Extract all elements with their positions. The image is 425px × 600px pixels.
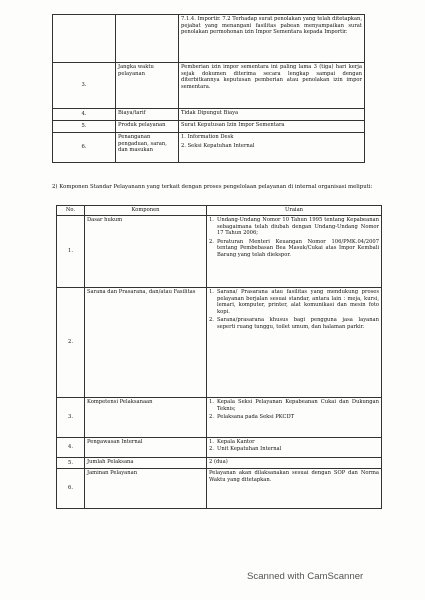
description-cell (207, 398, 382, 438)
table-row (57, 398, 382, 438)
row-number: 6. (53, 133, 116, 163)
list-item: 2. Pelaksana pada Seksi PKCDT (209, 414, 295, 421)
table-row (57, 438, 382, 458)
column-header-uraian: Uraian (207, 206, 382, 216)
column-header-komponen: Komponen (85, 206, 207, 216)
list-item: 1. Information Desk (181, 134, 234, 140)
description-cell: 2 (dua) (207, 458, 382, 469)
row-number: 3. (53, 63, 116, 109)
table-header-row (57, 206, 382, 216)
row-number (53, 15, 116, 63)
row-number: 5. (57, 458, 85, 469)
component-cell: Sarana dan Prasarana, dan/atau Fasilitas (85, 288, 207, 398)
description-cell (207, 216, 382, 288)
component-cell: Jaminan Pelayanan (85, 469, 207, 509)
service-standard-table-continued (52, 14, 365, 163)
table-row (57, 458, 382, 469)
list-item: 1. Kepala Kantor (209, 439, 255, 445)
camscanner-watermark: Scanned with CamScanner (247, 571, 364, 582)
component-cell: Dasar hukum (85, 216, 207, 288)
list-item: 2. Seksi Kepatuhan Internal (181, 142, 255, 149)
table-row (53, 63, 365, 109)
table-row (53, 15, 365, 63)
table-row (53, 109, 365, 121)
table-row (57, 288, 382, 398)
component-cell: Pengawasan Internal (85, 438, 207, 458)
component-cell: Jangka waktu pelayanan (116, 63, 179, 109)
description-cell: 7.1.4. Importir. 7.2 Terhadap surat penolakan yang telah ditetapkan, pejabat yang menangani fasilitas pabean menyampaikan surat penolakan permohonan izin Impor Sementara kepada Importir. (179, 15, 365, 63)
description-cell (207, 288, 382, 398)
description-cell: Tidak Dipungut Biaya (179, 109, 365, 121)
row-number: 4. (57, 438, 85, 458)
internal-service-component-table (56, 205, 382, 509)
component-cell: Jumlah Pelaksana (85, 458, 207, 469)
description-cell: Surat Keputusan Izin Impor Sementara (179, 121, 365, 133)
row-number: 5. (53, 121, 116, 133)
component-cell: Penanganan pengaduan, saran, dan masukan (116, 133, 179, 163)
component-cell (116, 15, 179, 63)
table-row (57, 469, 382, 509)
list-item: 2. Sarana/prasarana khusus bagi pengguna jasa layanan seperti ruang tunggu, toilet umum, dan halaman parkir. (209, 317, 379, 330)
table-row (57, 216, 382, 288)
row-number: 3. (57, 398, 85, 438)
section-2-heading: 2) Komponen Standar Pelayanann yang terkait dengan proses pengelolaan pelayanan di internal organisasi meliputi: (52, 184, 373, 190)
description-cell (207, 438, 382, 458)
row-number: 4. (53, 109, 116, 121)
row-number: 2. (57, 288, 85, 398)
description-cell (179, 133, 365, 163)
component-cell: Produk pelayanan (116, 121, 179, 133)
component-cell: Biaya/tarif (116, 109, 179, 121)
list-item: 1. Sarana/ Prasarana atau fasilitas yang mendukung proses pelayanan berjalan sesuai standar, antara lain : meja, kursi, lemari, komputer, printer, alat komunikasi dan mesin foto kopi. (209, 289, 379, 315)
description-cell: Pelayanan akan dilaksanakan sesuai dengan SOP dan Norma Waktu yang ditetapkan. (207, 469, 382, 509)
description-cell: Pemberian izin impor sementara ini paling lama 3 (tiga) hari kerja sejak dokumen diterima secara lengkap sampai dengan diterbitkannya keputusan pemberian atau penolakan izin impor sementara. (179, 63, 365, 109)
row-number: 1. (57, 216, 85, 288)
column-header-no: No. (57, 206, 85, 216)
list-item: 1. Kepala Seksi Pelayanan Kepabeanan Cukai dan Dukungan Teknis; (209, 399, 379, 412)
table-row (53, 133, 365, 163)
list-item: 1. Undang-Undang Nomor 10 Tahun 1995 tentang Kepabeanan sebagaimana telah diubah dengan Undang-Undang Nomor 17 Tahun 2006; (209, 217, 379, 237)
row-number: 6. (57, 469, 85, 509)
table-row (53, 121, 365, 133)
list-item: 2. Unit Kepatuhan Internal (209, 445, 282, 452)
list-item: 2. Peraturan Menteri Keuangan Nomor 106/PMK.04/2007 tentang Pembebasan Bea Masuk/Cukai atas Impor Kembali Barang yang telah diekspor. (209, 238, 379, 258)
component-cell: Kompetensi Pelaksanaan (85, 398, 207, 438)
